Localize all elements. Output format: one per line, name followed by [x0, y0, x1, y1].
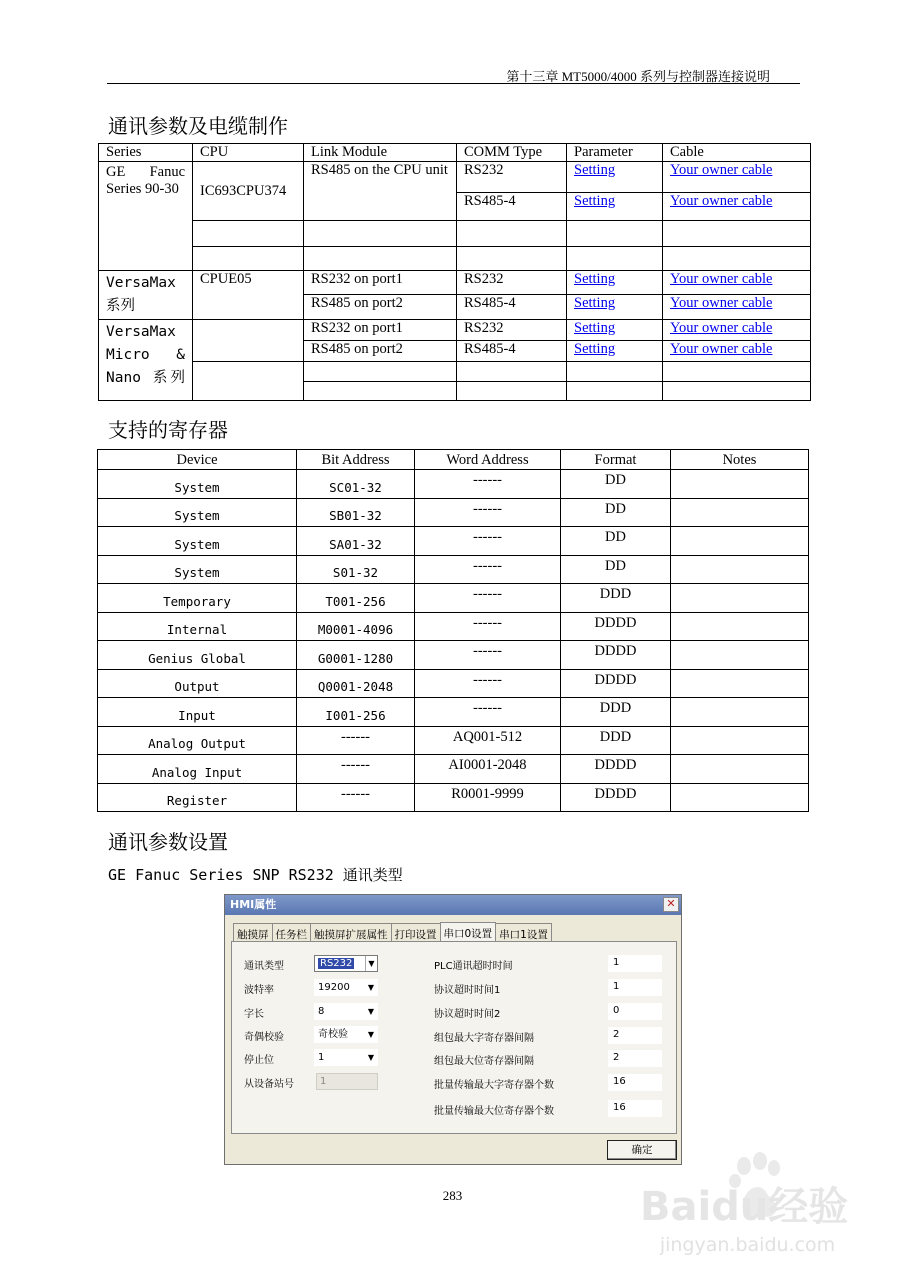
parity-value: 奇校验: [318, 1029, 348, 1040]
notes-cell: [671, 612, 809, 641]
setting-link[interactable]: Setting: [574, 193, 616, 209]
device-cell: Input: [98, 698, 297, 727]
format-cell: DDDD: [561, 612, 671, 641]
tab-port0-settings[interactable]: 串口0设置: [440, 922, 497, 943]
table-row: [98, 698, 809, 727]
table-row: [99, 247, 811, 271]
setting-link[interactable]: Setting: [574, 320, 616, 336]
watermark-logo-text: Baidu经验: [640, 1184, 849, 1230]
device-cell: System: [98, 555, 297, 584]
notes-cell: [671, 584, 809, 613]
comm-header-cell: Series: [99, 144, 193, 162]
notes-cell: [671, 470, 809, 499]
cable-link[interactable]: Your owner cable: [670, 271, 773, 287]
setting-link[interactable]: Setting: [574, 162, 616, 178]
table-row: [98, 470, 809, 499]
bit-address-cell: G0001-1280: [297, 641, 415, 670]
chapter-header: 第十三章 MT5000/4000 系列与控制器连接说明: [506, 69, 770, 84]
table-row: [98, 555, 809, 584]
close-icon[interactable]: ✕: [663, 897, 679, 912]
empty-cell: [567, 382, 663, 401]
series-cell: VersaMax 系列: [99, 271, 193, 320]
bit-address-cell: S01-32: [297, 555, 415, 584]
empty-cell: [304, 362, 457, 382]
empty-cell: [567, 221, 663, 247]
notes-cell: [671, 783, 809, 812]
tab-touchscreen[interactable]: 触摸屏: [233, 923, 273, 942]
empty-cell: [457, 221, 567, 247]
dialog-tabs: [233, 921, 551, 941]
protocol-timeout1-input[interactable]: 1: [608, 979, 662, 996]
notes-cell: [671, 641, 809, 670]
empty-cell: [663, 382, 811, 401]
format-cell: DDDD: [561, 783, 671, 812]
cable-link[interactable]: Your owner cable: [670, 295, 773, 311]
cable-link[interactable]: Your owner cable: [670, 162, 773, 178]
bit-address-cell: SC01-32: [297, 470, 415, 499]
format-cell: DDDD: [561, 669, 671, 698]
bit-address-cell: ------: [297, 783, 415, 812]
comm-header-cell: COMM Type: [457, 144, 567, 162]
tab-port1-settings[interactable]: 串口1设置: [495, 923, 552, 942]
comm-header-cell: Link Module: [304, 144, 457, 162]
table-row: [98, 584, 809, 613]
baud-rate-value: 19200: [318, 982, 350, 993]
stop-bits-value: 1: [318, 1052, 325, 1063]
word-address-cell: AI0001-2048: [415, 755, 561, 784]
notes-cell: [671, 755, 809, 784]
device-cell: Output: [98, 669, 297, 698]
word-address-cell: AQ001-512: [415, 726, 561, 755]
comm-type-cell: RS485-4: [457, 295, 567, 320]
dialog-title: HMI属性: [230, 898, 277, 911]
protocol-timeout2-input[interactable]: 0: [608, 1003, 662, 1020]
notes-cell: [671, 698, 809, 727]
setting-link[interactable]: Setting: [574, 341, 616, 357]
comm-type-value: RS232: [320, 958, 353, 969]
comm-type-select[interactable]: [314, 955, 378, 972]
word-length-select[interactable]: [314, 1003, 378, 1020]
empty-cell: [193, 362, 304, 401]
cpu-cell: CPUE05: [193, 271, 304, 320]
empty-cell: [457, 362, 567, 382]
link-cell: RS232 on port1: [304, 271, 457, 295]
format-cell: DDD: [561, 584, 671, 613]
notes-cell: [671, 527, 809, 556]
comm-type-cell: RS232: [457, 162, 567, 193]
bit-address-cell: Q0001-2048: [297, 669, 415, 698]
device-cell: Analog Input: [98, 755, 297, 784]
stop-bits-select[interactable]: [314, 1049, 378, 1066]
empty-cell: [567, 362, 663, 382]
table-row: [98, 498, 809, 527]
format-cell: DDDD: [561, 755, 671, 784]
comm-header-cell: CPU: [193, 144, 304, 162]
chevron-down-icon: ▼: [367, 1030, 374, 1039]
comm-type-cell: RS485-4: [457, 193, 567, 221]
protocol-timeout2-label: 协议超时时间2: [434, 1009, 501, 1020]
word-address-cell: ------: [415, 470, 561, 499]
dialog-title-bar: [225, 895, 681, 915]
notes-cell: [671, 726, 809, 755]
empty-cell: [304, 247, 457, 271]
device-cell: Internal: [98, 612, 297, 641]
cable-link[interactable]: Your owner cable: [670, 320, 773, 336]
max-word-gap-input[interactable]: 2: [608, 1027, 662, 1044]
comm-type-cell: RS485-4: [457, 341, 567, 362]
format-cell: DD: [561, 555, 671, 584]
link-cell: RS232 on port1: [304, 320, 457, 341]
word-length-label: 字长: [244, 1009, 264, 1020]
empty-cell: [193, 247, 304, 271]
word-length-value: 8: [318, 1006, 325, 1017]
table-row: [98, 669, 809, 698]
word-address-cell: ------: [415, 584, 561, 613]
table-row: [98, 726, 809, 755]
max-bit-gap-input[interactable]: 2: [608, 1050, 662, 1067]
empty-cell: [663, 362, 811, 382]
baidu-watermark: [640, 1150, 855, 1265]
device-cell: System: [98, 498, 297, 527]
format-cell: DDD: [561, 726, 671, 755]
table-row: [99, 271, 811, 295]
comm-table: [98, 143, 811, 401]
comm-header-cell: Parameter: [567, 144, 663, 162]
register-table: [97, 449, 809, 812]
device-cell: Temporary: [98, 584, 297, 613]
baud-rate-select[interactable]: [314, 979, 378, 996]
batch-bit-count-input[interactable]: 16: [608, 1100, 662, 1117]
register-header-cell: Word Address: [415, 450, 561, 470]
table-row: [98, 612, 809, 641]
empty-cell: [567, 247, 663, 271]
device-cell: Analog Output: [98, 726, 297, 755]
watermark-url: jingyan.baidu.com: [659, 1234, 836, 1256]
bit-address-cell: SA01-32: [297, 527, 415, 556]
cpu-cell: [193, 320, 304, 362]
ok-button[interactable]: 确定: [607, 1140, 677, 1160]
tab-print-settings[interactable]: 打印设置: [391, 923, 441, 942]
parity-select[interactable]: [314, 1026, 378, 1043]
comm-type-cell: RS232: [457, 320, 567, 341]
format-cell: DD: [561, 527, 671, 556]
format-cell: DD: [561, 470, 671, 499]
word-address-cell: R0001-9999: [415, 783, 561, 812]
cpu-cell: IC693CPU374: [193, 162, 304, 221]
bit-address-cell: M0001-4096: [297, 612, 415, 641]
register-header-cell: Notes: [671, 450, 809, 470]
register-header-cell: Bit Address: [297, 450, 415, 470]
format-cell: DD: [561, 498, 671, 527]
chevron-down-icon: ▼: [365, 956, 377, 971]
chevron-down-icon: ▼: [367, 983, 374, 992]
tab-taskbar[interactable]: 任务栏: [272, 923, 312, 942]
bit-address-cell: SB01-32: [297, 498, 415, 527]
word-address-cell: ------: [415, 669, 561, 698]
word-address-cell: ------: [415, 641, 561, 670]
batch-word-count-label: 批量传输最大字寄存器个数: [434, 1080, 554, 1091]
word-address-cell: ------: [415, 498, 561, 527]
protocol-timeout1-label: 协议超时时间1: [434, 985, 501, 996]
cable-link[interactable]: Your owner cable: [670, 341, 773, 357]
empty-cell: [304, 382, 457, 401]
device-cell: System: [98, 527, 297, 556]
table-row: [98, 527, 809, 556]
format-cell: DDD: [561, 698, 671, 727]
link-cell: RS485 on the CPU unit: [304, 162, 457, 221]
comm-type-cell: RS232: [457, 271, 567, 295]
comm-header-row: [99, 144, 811, 162]
device-cell: System: [98, 470, 297, 499]
device-cell: Register: [98, 783, 297, 812]
baud-rate-label: 波特率: [244, 985, 274, 996]
device-cell: Genius Global: [98, 641, 297, 670]
chevron-down-icon: ▼: [367, 1053, 374, 1062]
empty-cell: [457, 382, 567, 401]
table-row: [99, 221, 811, 247]
bit-address-cell: ------: [297, 726, 415, 755]
port0-settings-panel: [231, 941, 677, 1134]
table-row: [99, 362, 811, 382]
section-title-registers: 支持的寄存器: [108, 418, 228, 442]
table-row: [99, 320, 811, 341]
link-cell: RS485 on port2: [304, 295, 457, 320]
series-cell: GE Fanuc Series 90-30: [99, 162, 193, 271]
chevron-down-icon: ▼: [367, 1007, 374, 1016]
batch-bit-count-label: 批量传输最大位寄存器个数: [434, 1106, 554, 1117]
parity-label: 奇偶校验: [244, 1032, 284, 1043]
word-address-cell: ------: [415, 612, 561, 641]
table-row: [98, 755, 809, 784]
bit-address-cell: ------: [297, 755, 415, 784]
notes-cell: [671, 498, 809, 527]
cable-link[interactable]: Your owner cable: [670, 193, 773, 209]
plc-timeout-label: PLC通讯超时时间: [434, 961, 513, 972]
empty-cell: [663, 247, 811, 271]
table-row: [99, 162, 811, 193]
table-row: [98, 783, 809, 812]
empty-cell: [457, 247, 567, 271]
register-header-cell: Device: [98, 450, 297, 470]
link-cell: RS485 on port2: [304, 341, 457, 362]
register-header-cell: Format: [561, 450, 671, 470]
stop-bits-label: 停止位: [244, 1055, 274, 1066]
table-row: [98, 641, 809, 670]
empty-cell: [304, 221, 457, 247]
plc-timeout-input[interactable]: 1: [608, 955, 662, 972]
setting-link[interactable]: Setting: [574, 271, 616, 287]
comm-type-label: 通讯类型: [244, 961, 284, 972]
slave-station-input[interactable]: 1: [316, 1073, 378, 1090]
word-address-cell: ------: [415, 527, 561, 556]
max-word-gap-label: 组包最大字寄存器间隔: [434, 1033, 534, 1044]
max-bit-gap-label: 组包最大位寄存器间隔: [434, 1056, 534, 1067]
register-body: [98, 470, 809, 812]
settings-subtitle: GE Fanuc Series SNP RS232 通讯类型: [108, 866, 403, 884]
notes-cell: [671, 669, 809, 698]
register-header-row: [98, 450, 809, 470]
baidu-paw-logo-icon: [640, 1150, 855, 1230]
notes-cell: [671, 555, 809, 584]
empty-cell: [193, 221, 304, 247]
hmi-properties-dialog: [224, 894, 682, 1165]
slave-station-label: 从设备站号: [244, 1079, 294, 1090]
empty-cell: [663, 221, 811, 247]
word-address-cell: ------: [415, 555, 561, 584]
format-cell: DDDD: [561, 641, 671, 670]
header-rule: [107, 83, 800, 84]
tab-touchscreen-extended[interactable]: 触摸屏扩展属性: [310, 923, 392, 942]
bit-address-cell: I001-256: [297, 698, 415, 727]
comm-header-cell: Cable: [663, 144, 811, 162]
section-title-comm: 通讯参数及电缆制作: [108, 114, 288, 138]
page-number: 283: [442, 1188, 463, 1203]
word-address-cell: ------: [415, 698, 561, 727]
section-title-settings: 通讯参数设置: [108, 830, 228, 854]
batch-word-count-input[interactable]: 16: [608, 1074, 662, 1091]
setting-link[interactable]: Setting: [574, 295, 616, 311]
bit-address-cell: T001-256: [297, 584, 415, 613]
series-cell: VersaMax Micro & Nano 系列: [99, 320, 193, 401]
